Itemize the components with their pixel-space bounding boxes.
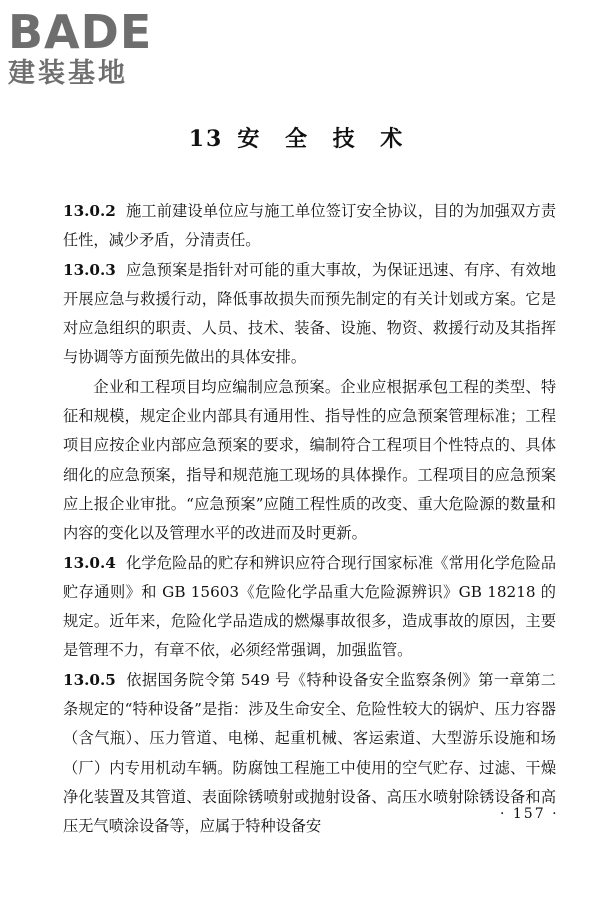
logo-wordmark: BADE	[8, 5, 153, 59]
clause-text: 化学危险品的贮存和辨识应符合现行国家标准《常用化学危险品贮存通则》和 GB 15603《危险化学品重大危险源辨识》GB 18218 的规定。近年来，危险化学品造成的燃爆事故很多，造成事故的原因，主要是管理不力，有章不依，必须经常强调，加强监管。	[63, 553, 556, 660]
logo-subtitle: 建装基地	[8, 58, 128, 89]
clause-number: 13.0.2	[63, 202, 116, 220]
clause-number: 13.0.4	[63, 553, 116, 572]
clause-text: 依据国务院令第 549 号《特种设备安全监察条例》第一章第二条规定的“特种设备”是指：涉及生命安全、危险性较大的锅炉、压力容器（含气瓶）、压力管道、电梯、起重机械、客运索道、大型游乐设施和场（厂）内专用机动车辆。防腐蚀工程施工中使用的空气贮存、过滤、干燥净化装置及其管道、表面除锈喷射或抛射设备、高压水喷射除锈设备和高压无气喷涂设备等，应属于特种设备安	[63, 670, 556, 836]
clause-number: 13.0.5	[63, 670, 116, 689]
clause-text: 应急预案是指针对可能的重大事故，为保证迅速、有序、有效地开展应急与救援行动，降低事故损失而预先制定的有关计划或方案。它是对应急组织的职责、人员、技术、装备、设施、物资、救援行动及其指挥与协调等方面预先做出的具体安排。	[63, 260, 556, 367]
clause-paragraph	[63, 256, 556, 373]
clause-text: 施工前建设单位应与施工单位签订安全协议，目的为加强双方责任性，减少矛盾，分清责任。	[63, 202, 556, 250]
paragraph-text: 企业和工程项目均应编制应急预案。企业应根据承包工程的类型、特征和规模，规定企业内部具有通用性、指导性的应急预案管理标准；工程项目应按企业内部应急预案的要求，编制符合工程项目个性特点的、具体细化的应急预案，指导和规范施工现场的具体操作。工程项目的应急预案应上报企业审批。“应急预案”应随工程性质的改变、重大危险源的数量和内容的变化以及管理水平的改进而及时更新。	[63, 377, 556, 543]
clause-number: 13.0.3	[63, 260, 116, 279]
clause-paragraph	[63, 666, 556, 842]
clause-paragraph	[63, 549, 556, 666]
page-number: · 157 ·	[500, 806, 559, 822]
chapter-title	[0, 122, 600, 153]
body-paragraph	[63, 373, 556, 549]
chapter-number: 13	[188, 126, 224, 152]
body-text	[63, 197, 556, 842]
chapter-title-text: 安 全 技 术	[237, 126, 412, 152]
watermark-logo	[8, 5, 178, 90]
clause-paragraph	[63, 197, 556, 256]
